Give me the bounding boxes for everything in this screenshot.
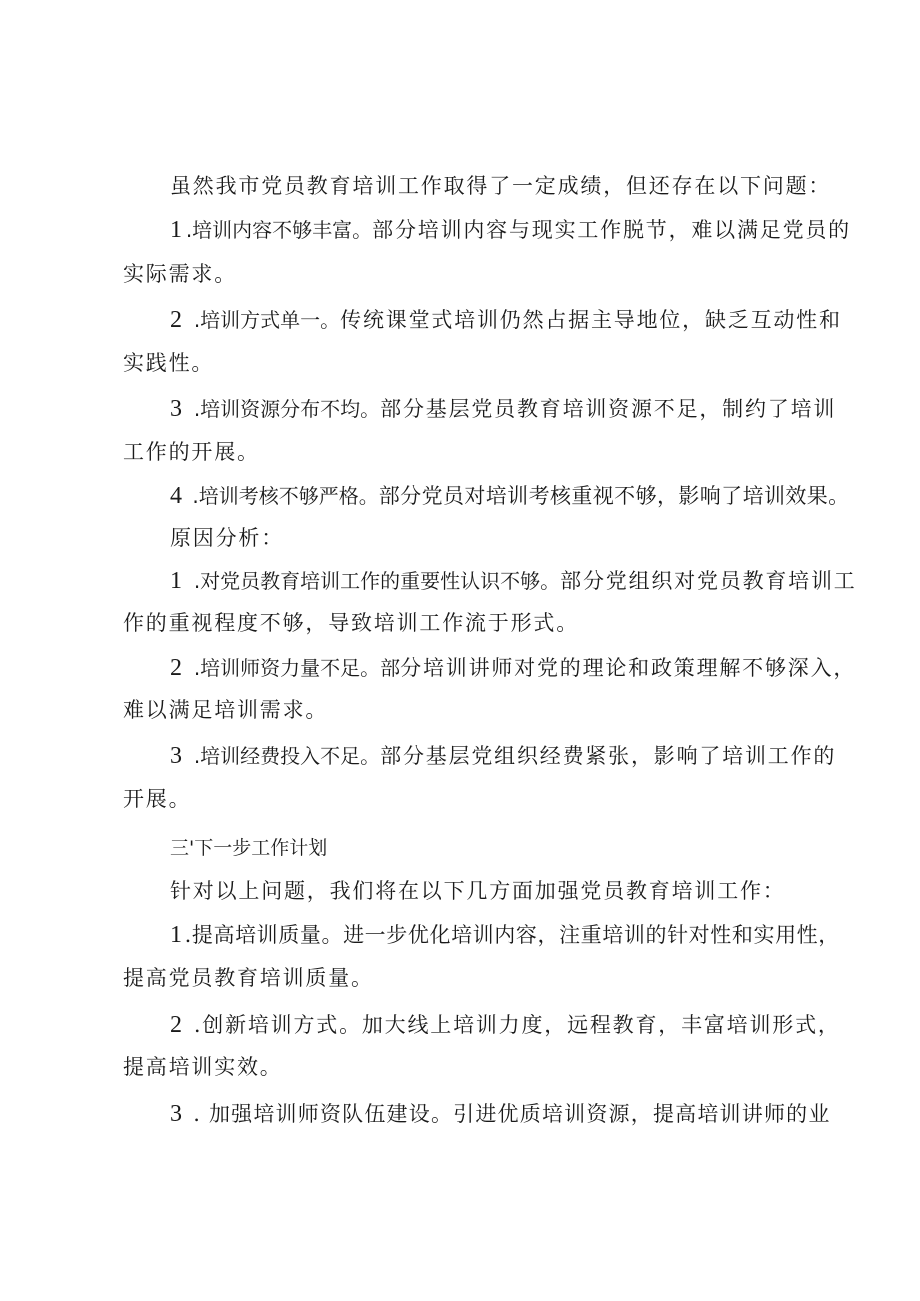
plan-2-text: .创新培训方式。加大线上培训力度，远程教育，丰富培训形式， <box>193 1013 841 1037</box>
section-3-heading: 三'下一步工作计划 <box>170 837 328 859</box>
intro-paragraph: 虽然我市党员教育培训工作取得了一定成绩，但还存在以下问题： <box>170 174 832 198</box>
problem-1-heading: .培训内容不够丰富。 <box>185 218 373 242</box>
problem-2-text: 传统课堂式培训仍然占据主导地位，缺乏互动性和 <box>340 308 842 332</box>
cause-1-heading: .对党员教育培训工作的重要性认识不够。 <box>193 569 561 593</box>
problem-4-text: 部分党员对培训考核重视不够，影响了培训效果。 <box>378 484 850 508</box>
cause-3-text: 部分基层党组织经费紧张，影响了培训工作的 <box>380 744 837 768</box>
problem-1-line-2: 实际需求。 <box>123 262 237 286</box>
plan-intro: 针对以上问题，我们将在以下几方面加强党员教育培训工作： <box>170 879 786 903</box>
problem-3-text: 部分基层党员教育培训资源不足，制约了培训 <box>380 397 837 421</box>
problem-1-number: 1 <box>170 217 184 243</box>
plan-1-line-1 <box>170 920 840 950</box>
problem-1-text: 部分培训内容与现实工作脱节，难以满足党员的 <box>372 218 851 242</box>
problem-3-heading: .培训资源分布不均。 <box>193 397 381 421</box>
problem-3-line-1 <box>170 394 836 424</box>
cause-analysis-title: 原因分析： <box>170 526 284 550</box>
problem-3-number: 3 <box>170 396 184 422</box>
cause-2-number: 2 <box>170 655 184 681</box>
problem-1-line-1 <box>170 215 851 245</box>
plan-1-line-2: 提高党员教育培训质量。 <box>123 966 374 990</box>
cause-1-text: 部分党组织对党员教育培训工 <box>560 569 857 593</box>
problem-3-line-2: 工作的开展。 <box>123 440 260 464</box>
problem-2-number: 2 <box>170 307 184 333</box>
cause-3-number: 3 <box>170 743 184 769</box>
cause-2-heading: .培训师资力量不足。部 <box>193 656 401 680</box>
plan-2-line-1 <box>170 1010 841 1040</box>
cause-1-line-2: 作的重视程度不够，导致培训工作流于形式。 <box>123 611 579 635</box>
problem-2-line-1 <box>170 305 842 335</box>
plan-3-number: 3 <box>170 1101 184 1127</box>
plan-1-text: .提高培训质量。进一步优化培训内容，注重培训的针对性和实用性， <box>184 923 840 947</box>
problem-2-heading: .培训方式单一。 <box>193 308 341 332</box>
plan-3-line-1 <box>170 1099 831 1129</box>
cause-2-line-1 <box>170 653 856 683</box>
cause-1-line-1 <box>170 566 857 596</box>
cause-3-line-2: 开展。 <box>123 787 192 811</box>
plan-2-number: 2 <box>170 1012 184 1038</box>
plan-2-line-2: 提高培训实效。 <box>123 1055 283 1079</box>
cause-3-heading: .培训经费投入不足。 <box>193 744 381 768</box>
plan-1-number: 1 <box>170 922 183 948</box>
plan-3-text: . 加强培训师资队伍建设。引进优质培训资源，提高培训讲师的业 <box>193 1102 831 1126</box>
problem-4-heading: .培训考核不够严格。 <box>192 484 379 508</box>
problem-4-line-1 <box>170 481 850 511</box>
cause-3-line-1 <box>170 741 836 771</box>
problem-2-line-2: 实践性。 <box>123 351 215 375</box>
cause-1-number: 1 <box>170 568 184 594</box>
cause-2-text: 分培训讲师对党的理论和政策理解不够深入， <box>400 656 857 680</box>
problem-4-number: 4 <box>170 483 183 509</box>
cause-2-line-2: 难以满足培训需求。 <box>123 698 329 722</box>
